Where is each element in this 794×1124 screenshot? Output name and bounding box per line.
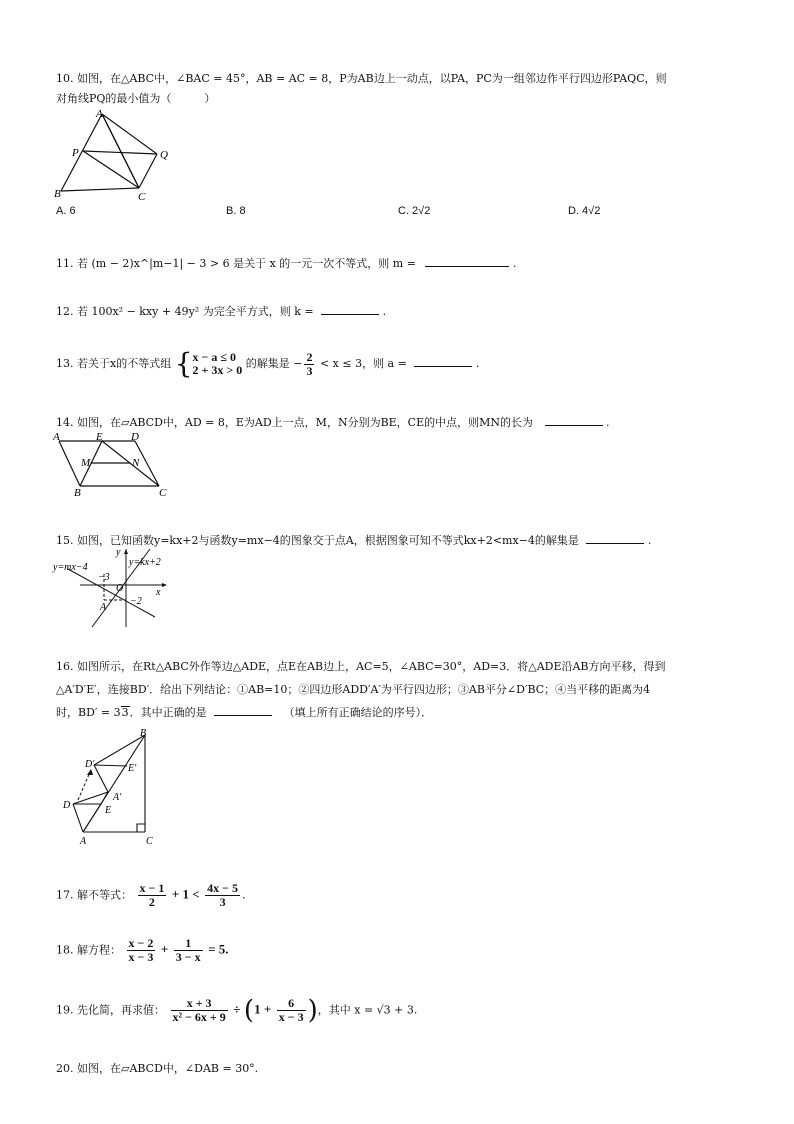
q12-answer-blank[interactable] <box>321 304 379 315</box>
q16-label-d-prime: D′ <box>85 759 95 770</box>
q14-text: 14. 如图，在▱ABCD中，AD = 8，E为AD上一点，M，N分别为BE，CE的中点，则MN的长为 <box>56 416 534 429</box>
q14-label-a: A <box>53 431 60 443</box>
q18 <box>56 937 229 964</box>
q16-answer-blank[interactable] <box>214 705 272 716</box>
q11-answer-blank[interactable] <box>425 256 509 267</box>
q13-pre: 13. 若关于x的不等式组 <box>56 357 172 370</box>
q15-label-neg3: −3 <box>98 572 110 583</box>
q14-label-m: M <box>81 457 91 469</box>
q20: 20. 如图，在▱ABCD中，∠DAB = 30°. <box>56 1062 259 1075</box>
q18-post: = 5. <box>208 941 229 957</box>
q17-fraction-2: $\frac{4x - 5}{3}$ <box>207 881 239 909</box>
q17-pre: 17. 解不等式： <box>56 888 132 902</box>
q14-answer-blank[interactable] <box>545 415 603 426</box>
q15-figure <box>52 545 177 630</box>
q13-system <box>193 351 243 377</box>
q10-label-q: Q <box>160 149 168 161</box>
q17-fraction-1: $\frac{x - 1}{2}$ <box>139 881 165 909</box>
q18-fraction-2: $\frac{1}{3 - x}$ <box>175 936 201 964</box>
q10-line1: 10. 如图，在△ABC中，∠BAC = 45°，AB = AC = 8，P为AB边上一动点，以PA，PC为一组邻边作平行四边形PAQC，则 <box>56 72 667 85</box>
q19-pre: 19. 先化简，再求值： <box>56 1003 165 1017</box>
q16-label-b: B <box>140 728 147 739</box>
q10-label-p: P <box>72 147 79 159</box>
q15-label-line-k: y=kx+2 <box>129 557 161 568</box>
q13-sys1: x − a ≤ 0 <box>192 350 236 364</box>
q15-answer-blank[interactable] <box>586 533 644 544</box>
q13-mid: 的解集是 − <box>245 357 303 370</box>
q16-line1: 16. 如图所示，在Rt△ABC外作等边△ADE，点E在AB边上，AC=5，∠ABC=30°，AD=3．将△ADE沿AB方向平移，得到 <box>56 660 666 673</box>
q19-inner: 1 + <box>254 1001 272 1017</box>
q16-label-d: D <box>63 800 71 811</box>
q13-fraction: $\frac{2}{3}$ <box>306 349 313 378</box>
q10-label-b: B <box>54 188 61 200</box>
q16-label-a: A <box>80 836 87 847</box>
q15-label-y: y <box>116 547 121 558</box>
q16-label-e-prime: E′ <box>128 763 137 774</box>
q14-label-b: B <box>74 487 81 499</box>
q16-line3c: （填上所有正确结论的序号）． <box>283 706 433 719</box>
q12-text: 12. 若 100x² − kxy + 49y² 为完全平方式，则 k = <box>56 305 314 318</box>
q19-lparen: ( <box>243 995 255 1026</box>
q19-op: ÷ <box>233 1001 241 1017</box>
q16-line3 <box>56 705 432 720</box>
q14: 14. 如图，在▱ABCD中，AD = 8，E为AD上一点，M，N分别为BE，CE的中点，则MN的长为 . <box>56 416 610 429</box>
q14-label-n: N <box>132 457 140 469</box>
q15-text: 15. 如图，已知函数y=kx+2与函数y=mx−4的图象交于点A，根据图象可知不等式kx+2<mx−4的解集是 <box>56 534 579 547</box>
q16-figure <box>60 725 160 850</box>
q13: 13. 若关于x的不等式组 { x − a ≤ 0 2 + 3x > 0 的解集是 − $\frac{2}{3}$ < x ≤ 3，则 a = . <box>56 347 480 380</box>
q19-post: ，其中 x = √3 + 3. <box>317 1003 418 1017</box>
q10-choice-b: B. 8 <box>226 205 246 217</box>
q10-label-a: A <box>96 108 103 120</box>
q19-rparen: ) <box>307 995 318 1026</box>
q10-choice-d: D. 4√2 <box>568 205 601 217</box>
q18-mid: + <box>160 941 169 957</box>
q19-fraction-1: $\frac{x + 3}{\text{x² − 6x + 9}}$ <box>172 996 226 1024</box>
q10-choice-a: A. 6 <box>56 205 76 217</box>
q13-post: < x ≤ 3，则 a = <box>319 357 407 370</box>
q16-line3b: ．其中正确的是 <box>129 706 207 719</box>
q18-pre: 18. 解方程： <box>56 943 121 957</box>
q10-choice-c: C. 2√2 <box>398 205 431 217</box>
q14-label-e: E <box>96 431 103 443</box>
q13-answer-blank[interactable] <box>414 356 472 367</box>
q10-figure <box>52 108 182 203</box>
q16-label-e: E <box>105 805 112 816</box>
q15-label-a: A <box>100 602 107 613</box>
q15-label-x: x <box>156 587 161 598</box>
q14-label-c: C <box>159 487 167 499</box>
q17-post: . <box>242 888 246 902</box>
q17-mid: + 1 < <box>171 886 200 902</box>
q16-line3a: 时，BD′ = 3 <box>56 706 121 719</box>
q10-line2: 对角线PQ的最小值为（ ） <box>56 92 216 105</box>
q10-label-c: C <box>138 191 146 203</box>
q19 <box>56 997 417 1024</box>
q16-line2: △A′D′E′，连接BD′．给出下列结论：①AB=10；②四边形ADD′A′为平行四边形；③AB平分∠D′BC；④当平移的距离为4 <box>56 683 651 696</box>
q18-fraction-1: $\frac{x - 2}{x - 3}$ <box>128 936 154 964</box>
q12: 12. 若 100x² − kxy + 49y² 为完全平方式，则 k = . <box>56 305 387 318</box>
q14-figure <box>52 430 177 500</box>
q11-text: 11. 若 (m − 2)x^|m−1| − 3 > 6 是关于 x 的一元一次不等式，则 m = <box>56 257 416 270</box>
q15-label-line-m: y=mx−4 <box>53 562 88 573</box>
q16-label-c: C <box>146 836 153 847</box>
q11: 11. 若 (m − 2)x^|m−1| − 3 > 6 是关于 x 的一元一次不等式，则 m = . <box>56 257 517 270</box>
q17 <box>56 882 246 909</box>
q16-root: 3 <box>121 706 129 719</box>
q15: 15. 如图，已知函数y=kx+2与函数y=mx−4的图象交于点A，根据图象可知不等式kx+2<mx−4的解集是 . <box>56 534 652 547</box>
q16-label-a-prime: A′ <box>113 792 122 803</box>
q14-label-d: D <box>131 431 139 443</box>
q15-label-o: O <box>116 583 124 594</box>
q15-label-neg2: −2 <box>130 596 142 607</box>
q13-sys2: 2 + 3x > 0 <box>192 363 243 377</box>
q19-fraction-2: $\frac{6}{x - 3}$ <box>278 996 304 1024</box>
